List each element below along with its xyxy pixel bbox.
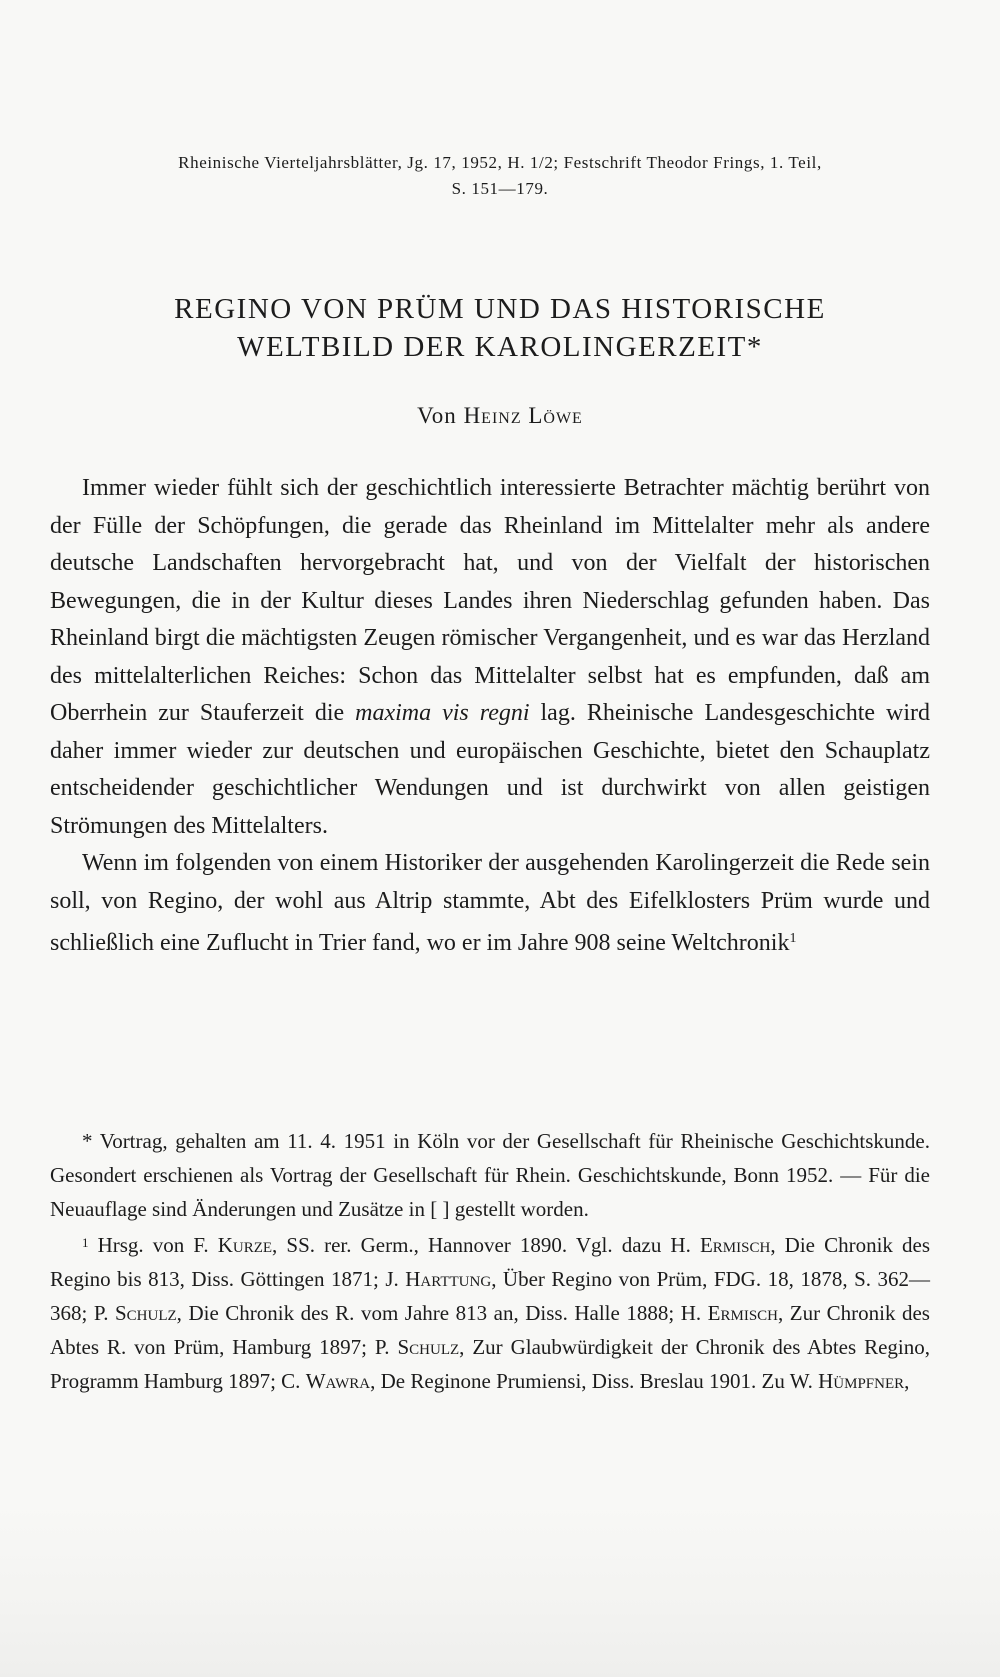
- body-paragraph-2: [50, 845, 930, 963]
- fn1-author-ermisch-2: Ermisch: [707, 1301, 779, 1325]
- footnote-star: [50, 1124, 930, 1226]
- fn1-b: , SS. rer. Germ., Hannover 1890. Vgl. dazu H.: [272, 1233, 700, 1257]
- footnote-1: [50, 1226, 930, 1398]
- p1-text-b: lag. Rheinische Landesgeschichte wird daher immer wieder zur deutschen und europäischen Geschichte, bietet den Schauplatz entscheidender geschichtlicher Wendungen und ist durchwirkt von allen geistigen Strömungen des Mittelalters.: [50, 700, 931, 839]
- p2-text: Wenn im folgenden von einem Historiker der ausgehenden Karolingerzeit die Rede sein soll, von Regino, der wohl aus Altrip stammte, Abt des Eifelklosters Prüm wurde und schließlich eine Zuflucht in Trier fand, wo er im Jahre 908 seine Weltchronik: [50, 850, 930, 956]
- fn1-i: ,: [904, 1369, 910, 1393]
- fn1-author-wawra: Wawra: [305, 1369, 371, 1393]
- fn1-f: , Zur Chronik des Abtes R. von Prüm, Hamburg 1897; P.: [50, 1301, 930, 1359]
- fn1-g: , Zur Glaubwürdigkeit der Chronik des Abtes Regino, Programm Hamburg 1897; C.: [50, 1335, 930, 1393]
- author-line: [0, 403, 1000, 429]
- footnote-ref-1: 1: [789, 931, 797, 946]
- fn1-author-schulz-1: Schulz: [114, 1301, 177, 1325]
- body-paragraph-1: [50, 470, 930, 845]
- scan-bottom-shading: [0, 1500, 1000, 1677]
- fn1-d: , Über Regino von Prüm, FDG. 18, 1878, S. 362—368; P.: [50, 1267, 930, 1325]
- footnote-star-text: * Vortrag, gehalten am 11. 4. 1951 in Köln vor der Gesellschaft für Rheinische Geschichtskunde. Gesondert erschienen als Vortrag der Gesellschaft für Rhein. Geschichtskunde, Bonn 1952. — Für die Neuauflage sind Änderungen und Zusätze in [ ] gestellt worden.: [50, 1129, 930, 1221]
- fn1-author-ermisch-1: Ermisch: [699, 1233, 771, 1257]
- fn1-author-harttung: Harttung: [405, 1267, 492, 1291]
- fn1-author-kurze: Kurze: [217, 1233, 273, 1257]
- article-title: [0, 290, 1000, 366]
- footnotes: [50, 1124, 930, 1398]
- fn1-author-humpfner: Hümpfner: [818, 1369, 905, 1393]
- citation-line-1: Rheinische Vierteljahrsblätter, Jg. 17, 1952, H. 1/2; Festschrift Theodor Frings, 1. Teil,: [178, 153, 822, 172]
- fn1-e: , Die Chronik des R. vom Jahre 813 an, Diss. Halle 1888; H.: [176, 1301, 708, 1325]
- journal-citation-header: [0, 150, 1000, 202]
- p1-text-a: Immer wieder fühlt sich der geschichtlich interessierte Betrachter mächtig berührt von der Fülle der Schöpfungen, die gerade das Rheinland im Mittelalter mehr als andere deutsche Landschaften hervorgebracht hat, und von der Vielfalt der historischen Bewegungen, die in der Kultur dieses Landes ihren Niederschlag gefunden haben. Das Rheinland birgt die mächtigsten Zeugen römischer Vergangenheit, und es war das Herzland des mittelalterlichen Reiches: Schon das Mittelalter selbst hat es empfunden, daß am Oberrhein zur Stauferzeit die: [50, 475, 930, 726]
- fn1-c: , Die Chronik des Regino bis 813, Diss. Göttingen 1871; J.: [50, 1233, 930, 1291]
- fn1-h: , De Reginone Prumiensi, Diss. Breslau 1901. Zu W.: [370, 1369, 819, 1393]
- footnote-1-mark: 1: [82, 1235, 89, 1250]
- fn1-author-schulz-2: Schulz: [397, 1335, 460, 1359]
- article-body: [50, 470, 930, 963]
- fn1-a: Hrsg. von F.: [88, 1233, 218, 1257]
- title-line-1: REGINO VON PRÜM UND DAS HISTORISCHE: [174, 293, 826, 325]
- p1-italic-phrase: maxima vis regni: [355, 700, 530, 726]
- author-name: Heinz Löwe: [463, 403, 583, 428]
- title-line-2: WELTBILD DER KAROLINGERZEIT*: [237, 331, 763, 363]
- citation-line-2: S. 151—179.: [451, 179, 549, 198]
- author-prefix: Von: [417, 403, 457, 428]
